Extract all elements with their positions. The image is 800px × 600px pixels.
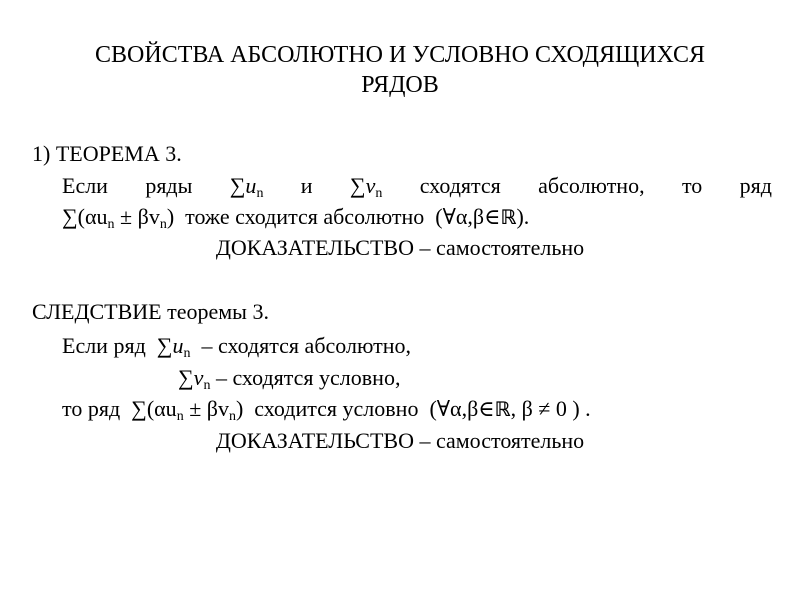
theorem-statement-line-1 [62, 172, 772, 200]
theorem-heading: 1) ТЕОРЕМА 3. [32, 141, 182, 166]
corollary-line-1: Если ряд $\sum u_n$ – сходятся абсолютно, [62, 333, 411, 361]
sum-u-n: $\sum u_n$ [156, 333, 191, 361]
quantifier: (∀α,β∈ℝ). [435, 204, 530, 229]
corollary-heading: СЛЕДСТВИЕ теоремы 3. [32, 299, 269, 324]
slide-title-line-2: РЯДОВ [361, 72, 439, 98]
sum-v-n: $\sum v_n$ [178, 365, 211, 393]
statement-text: тоже сходится абсолютно [185, 204, 425, 229]
word: ряды [145, 173, 193, 198]
word: сходятся [419, 173, 501, 198]
combined-series: $\sum(\alpha u_n \pm \beta v_n)$ [131, 396, 244, 424]
theorem-statement-line-2 [62, 203, 529, 231]
sum-v-n: $\sum v_n$ [349, 173, 383, 201]
corollary-proof-note: ДОКАЗАТЕЛЬСТВО – самостоятельно [215, 428, 585, 453]
theorem-proof-note: ДОКАЗАТЕЛЬСТВО – самостоятельно [215, 235, 585, 260]
word: абсолютно, [538, 173, 645, 198]
word: ряд [739, 173, 772, 198]
word: то [681, 173, 703, 198]
quantifier: (∀α,β∈ℝ, β ≠ 0 ) . [429, 396, 591, 421]
corollary-line-3: то ряд $\sum(\alpha u_n \pm \beta v_n)$ сходится условно (∀α,β∈ℝ, β ≠ 0 ) . [62, 396, 591, 424]
slide-title-line-1: СВОЙСТВА АБСОЛЮТНО И УСЛОВНО СХОДЯЩИХСЯ [95, 42, 705, 68]
word: Если [62, 173, 108, 198]
sum-u-n: $\sum u_n$ [229, 173, 264, 201]
corollary-line-2: $\sum v_n$ – сходятся условно, [178, 365, 401, 393]
word: и [300, 173, 313, 198]
combined-series: $\sum(\alpha u_n \pm \beta v_n)$ [62, 204, 175, 232]
